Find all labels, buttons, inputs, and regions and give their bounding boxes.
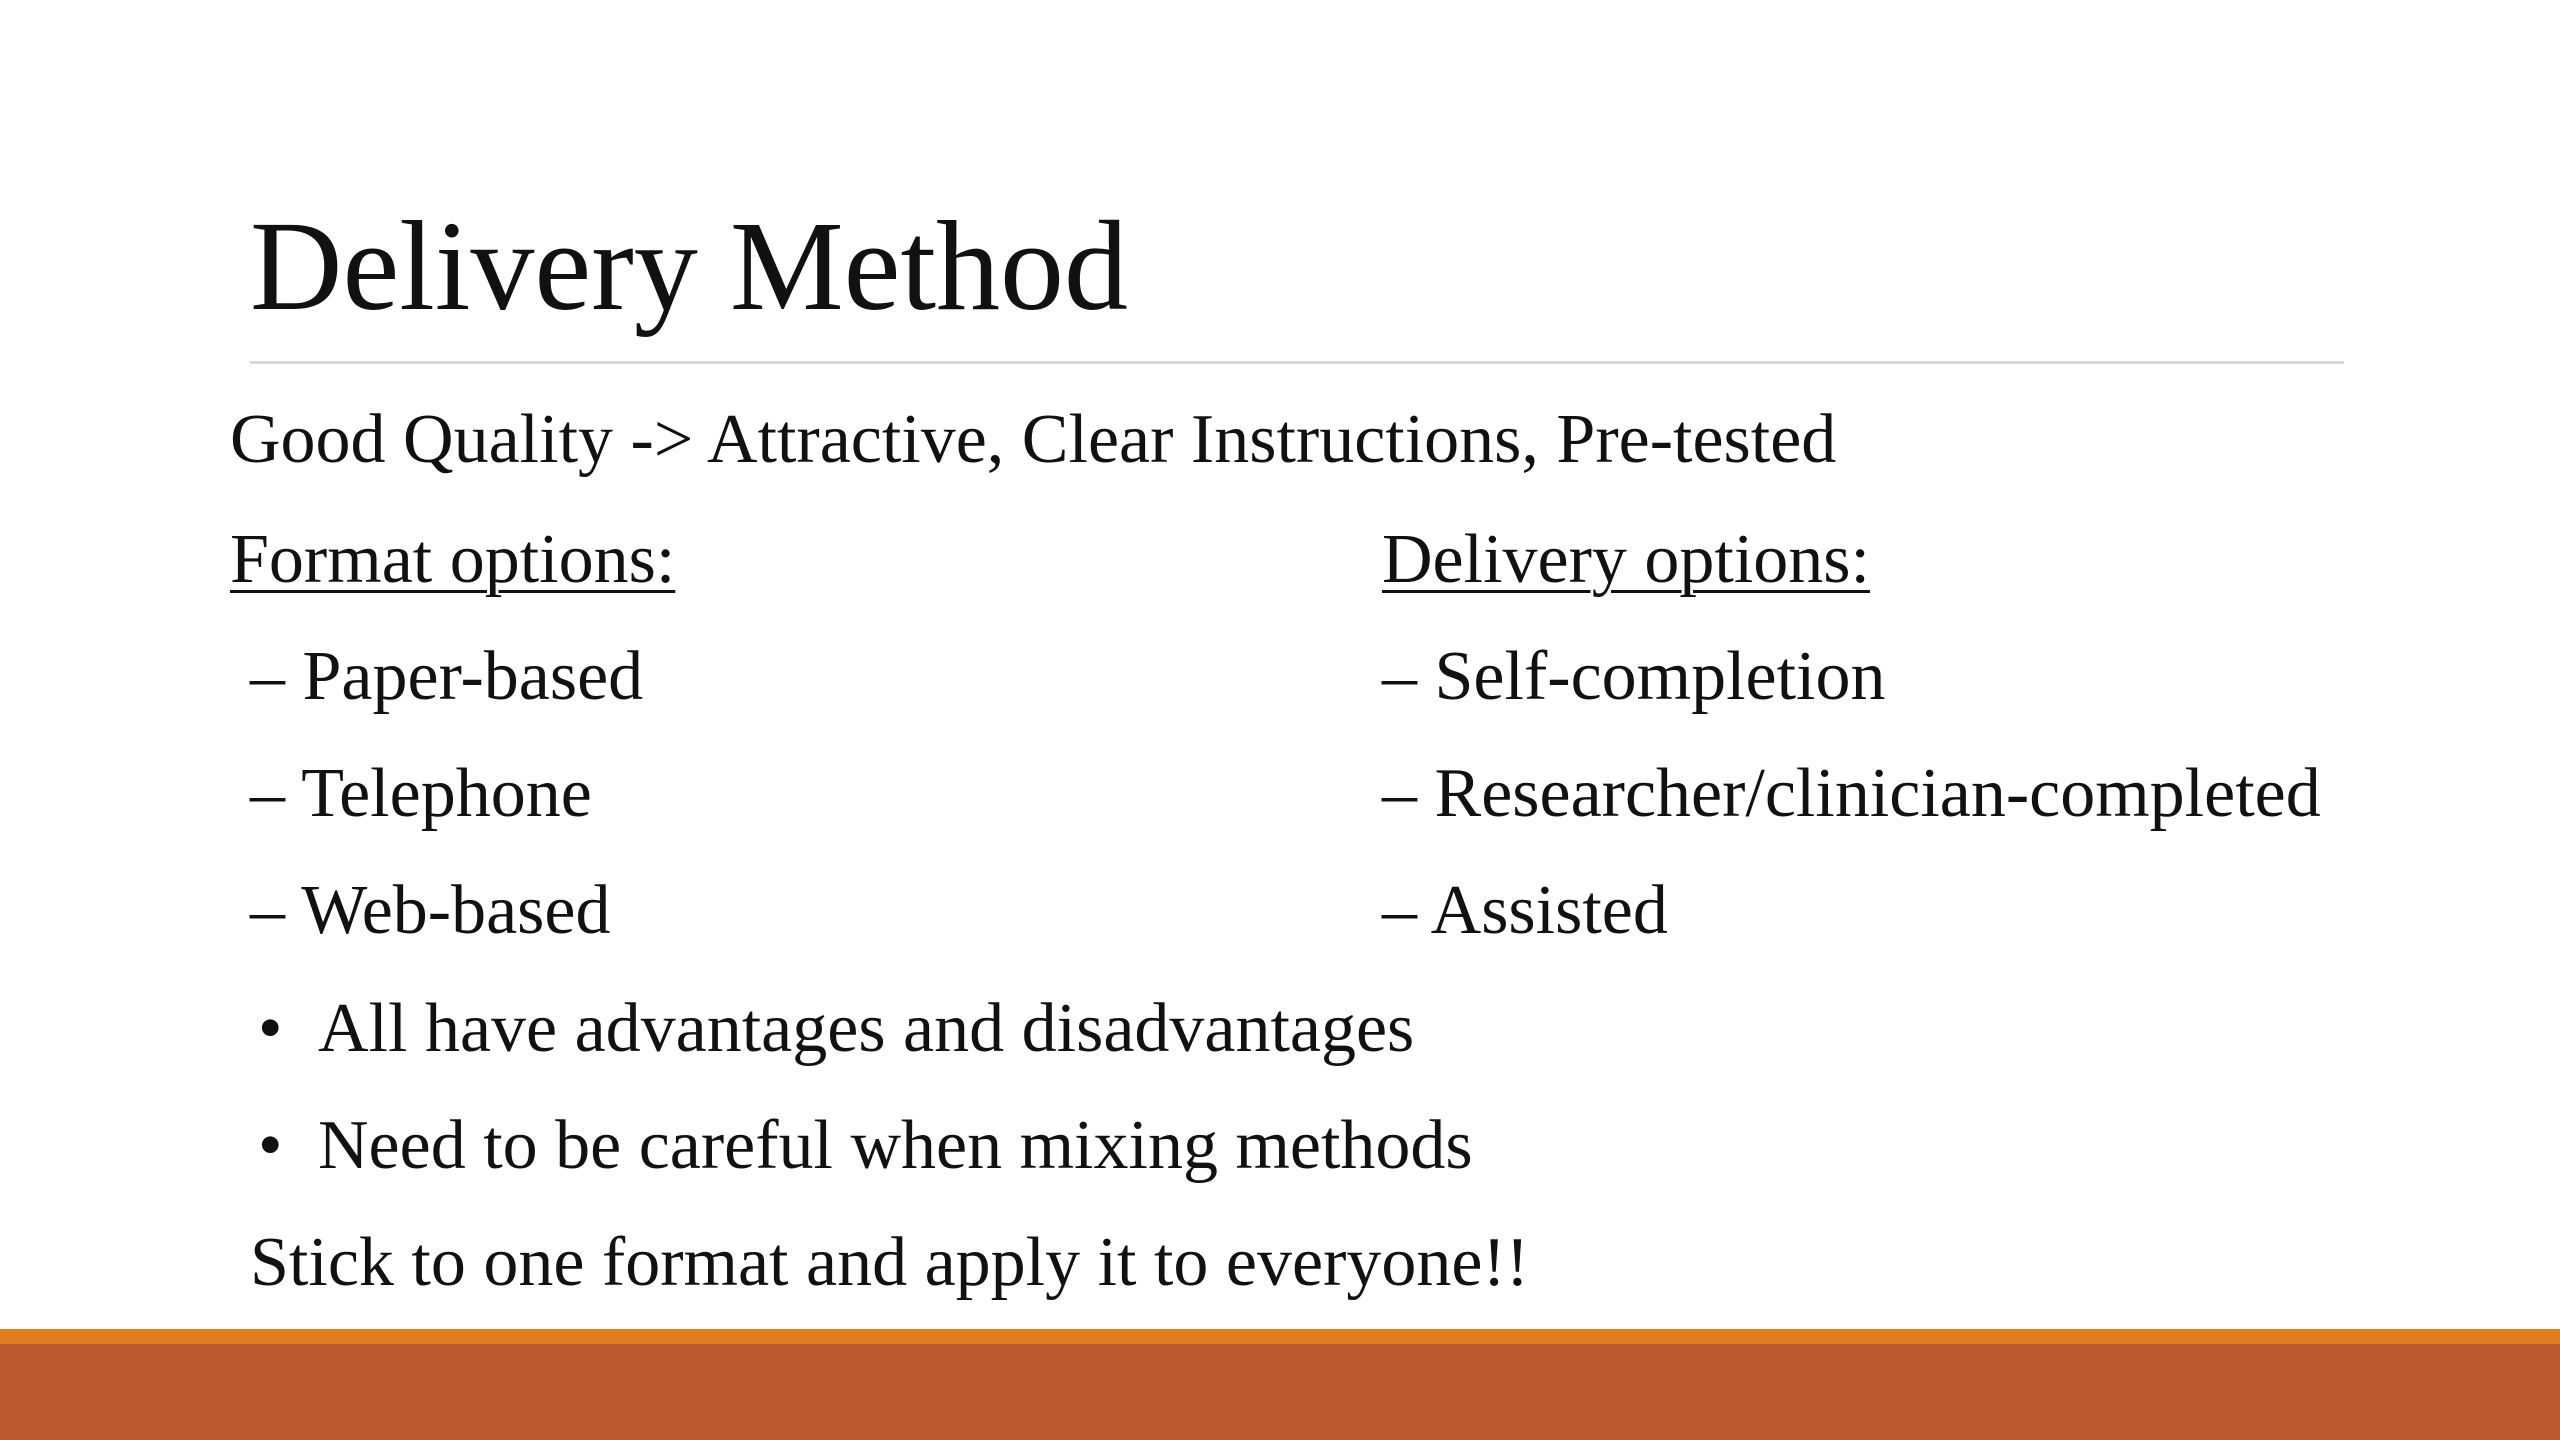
bullet-item: All have advantages and disadvantages [318, 990, 1415, 1067]
format-option-item: – Telephone [250, 755, 592, 832]
bullet-dot-icon: • [258, 1107, 283, 1184]
delivery-option-item: – Self-completion [1382, 638, 1886, 715]
delivery-option-item: – Researcher/clinician-completed [1382, 755, 2321, 832]
bullet-item: Need to be careful when mixing methods [318, 1107, 1473, 1184]
format-option-item: – Paper-based [250, 638, 644, 715]
format-option-item: – Web-based [250, 872, 611, 949]
closing-statement: Stick to one format and apply it to everyone!! [250, 1224, 1530, 1301]
delivery-options-heading: Delivery options: [1382, 521, 1870, 598]
footer-accent-stripe [0, 1329, 2560, 1344]
slide-title: Delivery Method [250, 195, 1128, 337]
subtitle-line: Good Quality -> Attractive, Clear Instructions, Pre-tested [230, 401, 1837, 478]
footer-band [0, 1344, 2560, 1440]
delivery-option-item: – Assisted [1382, 872, 1668, 949]
bullet-dot-icon: • [258, 990, 283, 1067]
format-options-heading: Format options: [230, 521, 676, 598]
title-divider [250, 361, 2344, 364]
